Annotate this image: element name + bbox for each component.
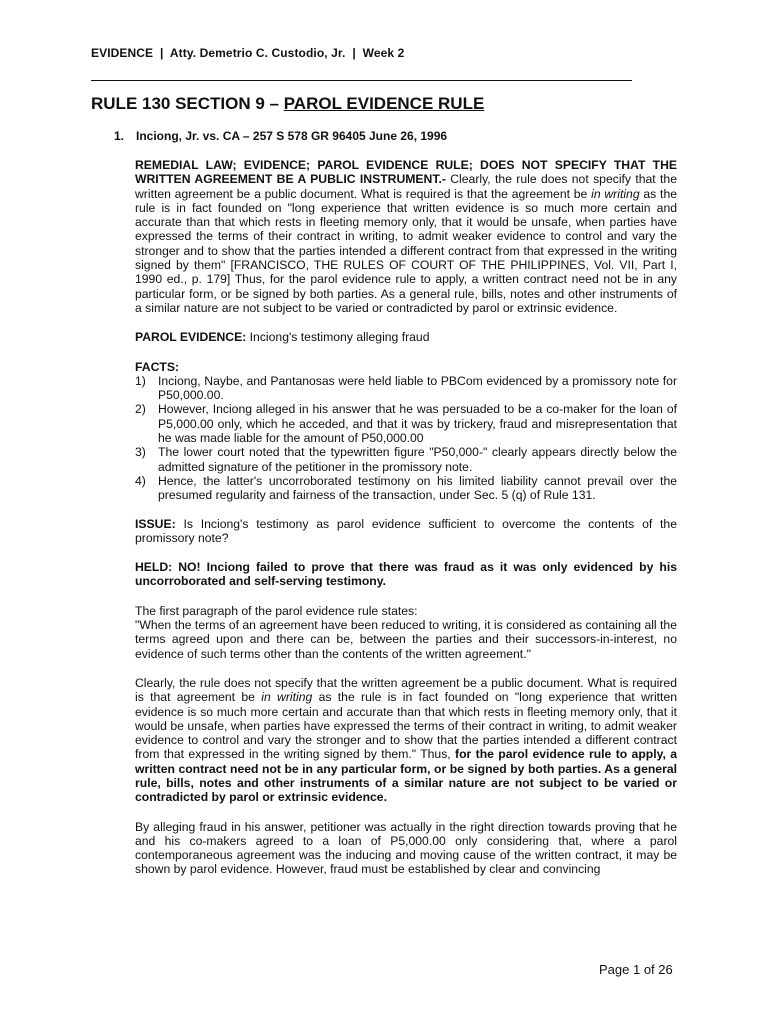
fact-item	[135, 402, 677, 445]
fact-item	[135, 474, 677, 503]
fact-item	[135, 374, 677, 403]
parol-evidence-label: PAROL EVIDENCE:	[135, 330, 247, 345]
clearly-text-a: Clearly, the rule does not specify that the written agreement be a public document. What is required is that agreement be	[135, 675, 677, 705]
document-body	[135, 158, 677, 892]
fact-item	[135, 445, 677, 474]
first-paragraph-quote: The first paragraph of the parol evidence rule states: "When the terms of an agreement have been reduced to writing, it is considered as containing all the terms agreed upon and there can be, between the parties and their successors-in-interest, no evidence of such terms other than the contents of the written agreement."	[135, 603, 677, 661]
syllabus-text-b: as the rule is in fact founded on "long experience that written evidence is so much more certain and accurate than that which rests in fleeting memory only, that it would be unsafe, when parties have expressed the terms of their contract in writing, to admit weaker evidence to control and vary the stronger and to show that the parties intended a different contract from that expressed in the writing signed by them" [FRANCISCO, THE RULES OF COURT OF THE PHILIPPINES, Vol. VII, Part I, 1990 ed., p. 179] Thus, for the parol evidence rule to apply, a written contract need not be in any particular form, or be signed by both parties. As a general rule, bills, notes and other instruments of a similar nature are not subject to be varied or contradicted by parol or extrinsic evidence.	[135, 186, 677, 315]
section-title-underlined: PAROL EVIDENCE RULE	[283, 94, 485, 113]
page-number: Page 1 of 26	[599, 962, 673, 977]
section-title	[91, 94, 484, 114]
syllabus-paragraph	[135, 158, 677, 315]
parol-evidence-paragraph	[135, 330, 677, 344]
alleging-paragraph: By alleging fraud in his answer, petitioner was actually in the right direction towards proving that he and his co-makers agreed to a loan of P5,000.00 only considering that, where a parol contemporaneous agreement was the inducing and moving cause of the written contract, it may be shown by parol evidence. However, fraud must be established by clear and convincing	[135, 819, 677, 877]
clearly-paragraph	[135, 676, 677, 805]
clearly-bold: for the parol evidence rule to apply, a written contract need not be in any particular form, or be signed by both parties. As a general rule, bills, notes and other instruments of a similar nature are not subject to be varied or contradicted by parol or extrinsic evidence.	[135, 747, 678, 805]
fact-number: 1)	[135, 373, 146, 388]
fact-text: The lower court noted that the typewritten figure "P50,000-" clearly appears directly below the admitted signature of the petitioner in the promissory note.	[158, 445, 677, 474]
fact-text: Hence, the latter's uncorroborated testimony on his limited liability cannot prevail over the presumed regularity and fairness of the transaction, under Sec. 5 (q) of Rule 131.	[158, 473, 677, 503]
header-divider	[91, 80, 632, 81]
issue-paragraph	[135, 517, 677, 546]
clearly-text-b: as the rule is in fact founded on "long experience that written evidence is so much more certain and accurate than that which rests in fleeting memory only, that it would be unsafe, when parties have expressed the terms of their contract in writing, to admit weaker evidence to control and vary the stronger and to show that the parties intended a different contract from that expressed in the writing signed by them." Thus,	[135, 690, 677, 762]
parol-evidence-text: Inciong's testimony alleging fraud	[246, 330, 430, 345]
held-paragraph: HELD: NO! Inciong failed to prove that there was fraud as it was only evidenced by his uncorroborated and self-serving testimony.	[135, 560, 677, 589]
case-number: 1.	[114, 129, 125, 143]
syllabus-text-a: Clearly, the rule does not specify that the written agreement be a public document. What is required is that the agreement be	[135, 172, 677, 201]
facts-list	[135, 374, 677, 503]
facts-section	[135, 360, 677, 503]
case-heading	[114, 129, 447, 143]
fact-number: 3)	[135, 445, 146, 460]
syllabus-italic: in writing	[591, 186, 640, 201]
page-header: EVIDENCE | Atty. Demetrio C. Custodio, Jr. | Week 2	[91, 46, 405, 60]
syllabus-heading: REMEDIAL LAW; EVIDENCE; PAROL EVIDENCE RULE; DOES NOT SPECIFY THAT THE WRITTEN AGREEMENT BE A PUBLIC INSTRUMENT.-	[135, 158, 677, 187]
fact-text: However, Inciong alleged in his answer that he was persuaded to be a co-maker for the loan of P5,000.00 only, which he acceded, and that it was by trickery, fraud and misrepresentation that he was made liable for the amount of P50,000.00	[158, 402, 677, 446]
facts-label: FACTS:	[135, 359, 180, 374]
fact-text: Inciong, Naybe, and Pantanosas were held liable to PBCom evidenced by a promissory note for P50,000.00.	[158, 373, 677, 403]
clearly-italic: in writing	[261, 690, 313, 705]
issue-text: Is Inciong's testimony as parol evidence sufficient to overcome the contents of the promissory note?	[135, 516, 677, 545]
fact-number: 2)	[135, 402, 146, 417]
section-title-prefix: RULE 130 SECTION 9 –	[91, 94, 284, 113]
case-citation: Inciong, Jr. vs. CA – 257 S 578 GR 96405 June 26, 1996	[136, 129, 448, 143]
issue-label: ISSUE:	[135, 516, 176, 531]
fact-number: 4)	[135, 473, 146, 488]
